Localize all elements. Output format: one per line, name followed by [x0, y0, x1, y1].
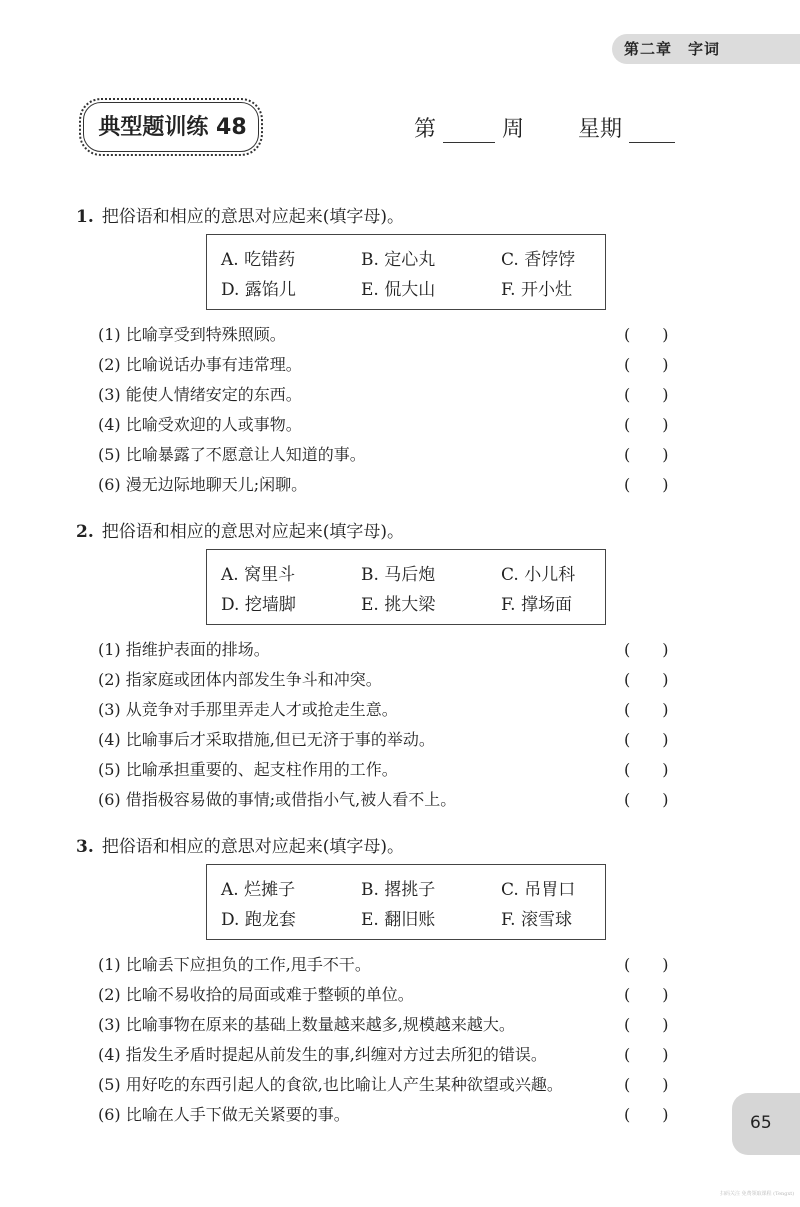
option-d: D. 挖墙脚 — [221, 595, 296, 615]
list-item: (4) 比喻受欢迎的人或事物。 — [98, 415, 302, 434]
option-d: D. 跑龙套 — [221, 910, 296, 930]
question-prompt: 把俗语和相应的意思对应起来(填字母)。 — [101, 207, 405, 227]
list-item: (4) 比喻事后才采取措施,但已无济于事的举动。 — [98, 730, 435, 749]
question-number: 2. — [76, 522, 94, 542]
week-blank[interactable] — [443, 116, 495, 143]
answer-blank[interactable]: ( ) — [624, 790, 669, 809]
option-a: A. 吃错药 — [221, 250, 296, 270]
answer-blank[interactable]: ( ) — [624, 700, 669, 719]
week-suffix: 周 — [502, 117, 525, 142]
list-item: (3) 能使人情绪安定的东西。 — [98, 385, 302, 404]
option-e: E. 侃大山 — [361, 280, 436, 300]
options-box — [206, 549, 606, 625]
list-item: (3) 从竞争对手那里弄走人才或抢走生意。 — [98, 700, 398, 719]
list-item: (5) 用好吃的东西引起人的食欲,也比喻让人产生某种欲望或兴趣。 — [98, 1075, 563, 1094]
question-number: 3. — [76, 837, 94, 857]
list-item: (1) 指维护表面的排场。 — [98, 640, 270, 659]
page-number: 65 — [750, 1113, 772, 1133]
answer-blank[interactable]: ( ) — [624, 640, 669, 659]
answer-blank[interactable]: ( ) — [624, 1105, 669, 1124]
option-b: B. 定心丸 — [361, 250, 436, 270]
answer-blank[interactable]: ( ) — [624, 955, 669, 974]
option-e: E. 挑大梁 — [361, 595, 436, 615]
weekday-blank[interactable] — [629, 116, 675, 143]
question-title — [76, 517, 404, 542]
option-b: B. 马后炮 — [361, 565, 436, 585]
answer-blank[interactable]: ( ) — [624, 475, 669, 494]
answer-blank[interactable]: ( ) — [624, 445, 669, 464]
option-f: F. 滚雪球 — [501, 910, 572, 930]
option-c: C. 香饽饽 — [501, 250, 576, 270]
list-item: (2) 比喻说话办事有违常理。 — [98, 355, 302, 374]
list-item: (4) 指发生矛盾时提起从前发生的事,纠缠对方过去所犯的错误。 — [98, 1045, 547, 1064]
answer-blank[interactable]: ( ) — [624, 730, 669, 749]
list-item: (1) 比喻丢下应担负的工作,甩手不干。 — [98, 955, 371, 974]
list-item: (5) 比喻暴露了不愿意让人知道的事。 — [98, 445, 366, 464]
list-item: (1) 比喻享受到特殊照顾。 — [98, 325, 286, 344]
week-prefix: 第 — [414, 117, 437, 142]
option-f: F. 撑场面 — [501, 595, 572, 615]
list-item: (6) 漫无边际地聊天儿;闲聊。 — [98, 475, 308, 494]
answer-blank[interactable]: ( ) — [624, 670, 669, 689]
chapter-header: 第二章 字词 — [624, 40, 721, 58]
option-c: C. 吊胃口 — [501, 880, 576, 900]
option-f: F. 开小灶 — [501, 280, 572, 300]
option-b: B. 撂挑子 — [361, 880, 436, 900]
answer-blank[interactable]: ( ) — [624, 1075, 669, 1094]
option-c: C. 小儿科 — [501, 565, 576, 585]
option-e: E. 翻旧账 — [361, 910, 436, 930]
answer-blank[interactable]: ( ) — [624, 1045, 669, 1064]
answer-blank[interactable]: ( ) — [624, 385, 669, 404]
answer-blank[interactable]: ( ) — [624, 985, 669, 1004]
answer-blank[interactable]: ( ) — [624, 325, 669, 344]
date-line — [414, 112, 675, 143]
question-prompt: 把俗语和相应的意思对应起来(填字母)。 — [101, 837, 405, 857]
list-item: (3) 比喻事物在原来的基础上数量越来越多,规模越来越大。 — [98, 1015, 515, 1034]
answer-blank[interactable]: ( ) — [624, 1015, 669, 1034]
question-title — [76, 832, 404, 857]
list-item: (2) 指家庭或团体内部发生争斗和冲突。 — [98, 670, 382, 689]
options-box — [206, 864, 606, 940]
list-item: (5) 比喻承担重要的、起支柱作用的工作。 — [98, 760, 398, 779]
answer-blank[interactable]: ( ) — [624, 415, 669, 434]
list-item: (6) 借指极容易做的事情;或借指小气,被人看不上。 — [98, 790, 457, 809]
list-item: (6) 比喻在人手下做无关紧要的事。 — [98, 1105, 350, 1124]
option-d: D. 露馅儿 — [221, 280, 296, 300]
question-number: 1. — [76, 207, 94, 227]
page-title: 典型题训练 48 — [98, 115, 247, 140]
answer-blank[interactable]: ( ) — [624, 760, 669, 779]
options-box — [206, 234, 606, 310]
answer-blank[interactable]: ( ) — [624, 355, 669, 374]
question-title — [76, 202, 404, 227]
watermark: 扫码关注 免费领取课程 (Tengxt) — [720, 1191, 795, 1197]
weekday-label: 星期 — [578, 117, 623, 142]
option-a: A. 窝里斗 — [221, 565, 296, 585]
list-item: (2) 比喻不易收拾的局面或难于整顿的单位。 — [98, 985, 414, 1004]
option-a: A. 烂摊子 — [221, 880, 296, 900]
question-prompt: 把俗语和相应的意思对应起来(填字母)。 — [101, 522, 405, 542]
